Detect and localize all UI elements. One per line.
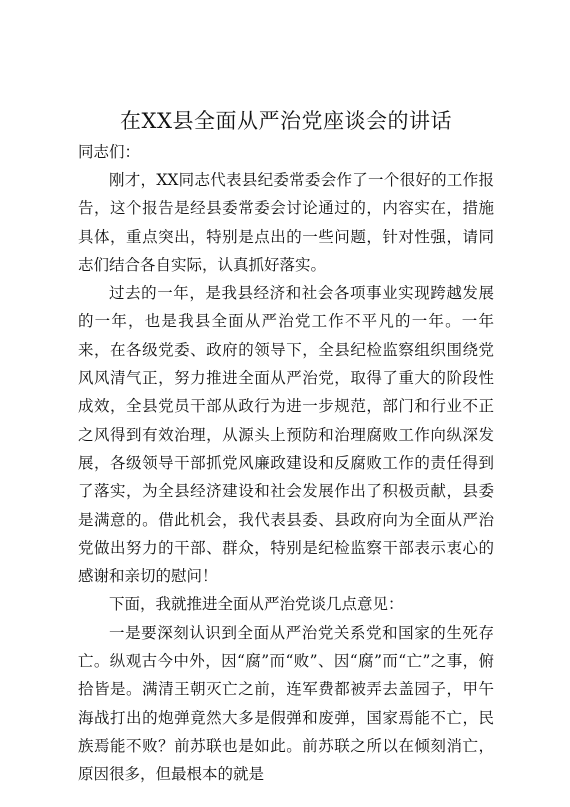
paragraph-intro-points: 下面，我就推进全面从严治党谈几点意见：: [109, 595, 404, 614]
salutation: 同志们：: [78, 143, 141, 161]
paragraph-past-year: 过去的一年，是我县经济和社会各项事业实现跨越发展的一年，也是我县全面从严治党工作不平凡的一年。一年来，在各级党委、政府的领导下，全县纪检监察组织围绕党风风清气正，努力推进全面从严治党，取得了重大的阶段性成效，全县党员干部从政行为进一步规范，部门和行业不正之风得到有效治理，从源头上预防和治理腐败工作向纵深发展，各级领导干部抓党风廉政建设和反腐败工作的责任得到了落实，为全县经济建设和社会发展作出了积极贡献，县委是满意的。借此机会，我代表县委、县政府向为全面从严治党做出努力的干部、群众，特别是纪检监察干部表示衷心的感谢和亲切的慰问！: [78, 284, 494, 586]
paragraph-opening: 刚才，XX同志代表县纪委常委会作了一个很好的工作报告，这个报告是经县委常委会讨论通过的，内容实在，措施具体，重点突出，特别是点出的一些问题，针对性强，请同志们结合各自实际，认真抓好落实。: [78, 171, 494, 274]
paragraph-point-one: 一是要深刻认识到全面从严治党关系党和国家的生死存亡。纵观古今中外，因“腐”而“败”、因“腐”而“亡”之事，俯拾皆是。满清王朝灭亡之前，连军费都被弄去盖园子，甲午海战打出的炮弹竟然大多是假弹和废弹，国家焉能不亡，民族焉能不败？前苏联也是如此。前苏联之所以在倾刻消亡，原因很多，但最根本的就是: [78, 623, 494, 784]
document-title: 在XX县全面从严治党座谈会的讲话: [120, 109, 452, 133]
